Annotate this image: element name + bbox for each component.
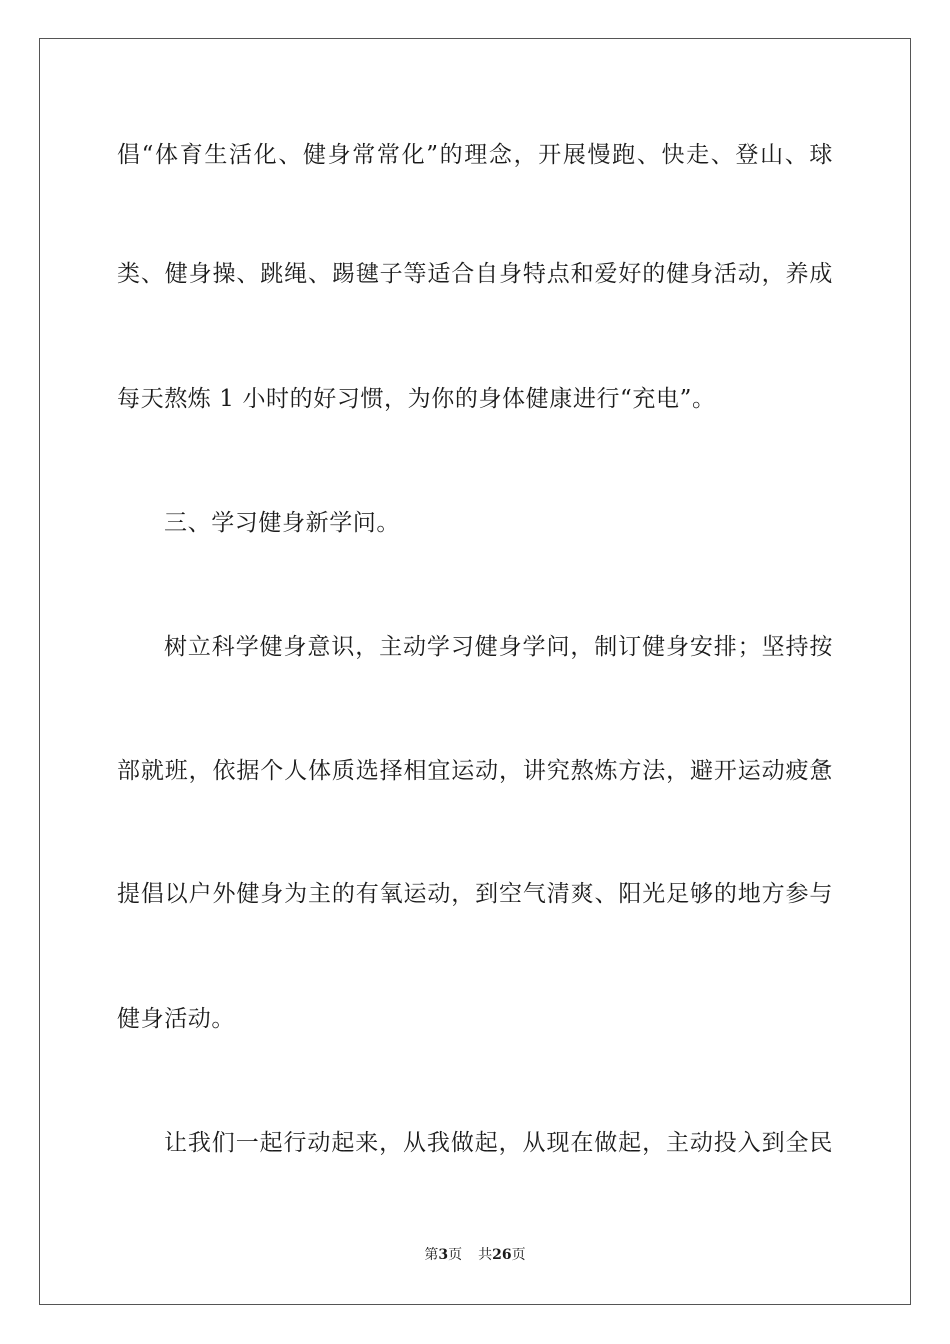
footer-total-pages: 26 [492,1247,512,1263]
footer-page-suffix: 页 [448,1247,463,1263]
text-line-9: 让我们一起行动起来，从我做起，从现在做起，主动投入到全民 [164,1130,833,1156]
footer-page-number: 3 [438,1247,449,1263]
footer-total-suffix: 页 [511,1247,526,1263]
text-line-1: 倡“体育生活化、健身常常化”的理念，开展慢跑、快走、登山、球 [117,142,833,168]
text-line-8: 健身活动。 [117,1006,235,1032]
footer-page-prefix: 第 [424,1247,439,1263]
page-footer [0,1246,950,1264]
text-line-5: 树立科学健身意识，主动学习健身学问，制订健身安排；坚持按 [164,634,833,660]
text-line-7: 提倡以户外健身为主的有氧运动，到空气清爽、阳光足够的地方参与 [117,881,833,907]
footer-total-prefix: 共 [478,1247,493,1263]
text-line-3: 每天熬炼 1 小时的好习惯，为你的身体健康进行“充电”。 [117,386,716,412]
section-heading: 三、学习健身新学问。 [164,510,400,536]
page-border [39,38,911,1305]
text-line-2: 类、健身操、跳绳、踢毽子等适合自身特点和爱好的健身活动，养成 [117,261,833,287]
text-line-6: 部就班，依据个人体质选择相宜运动，讲究熬炼方法，避开运动疲惫 [117,758,833,784]
